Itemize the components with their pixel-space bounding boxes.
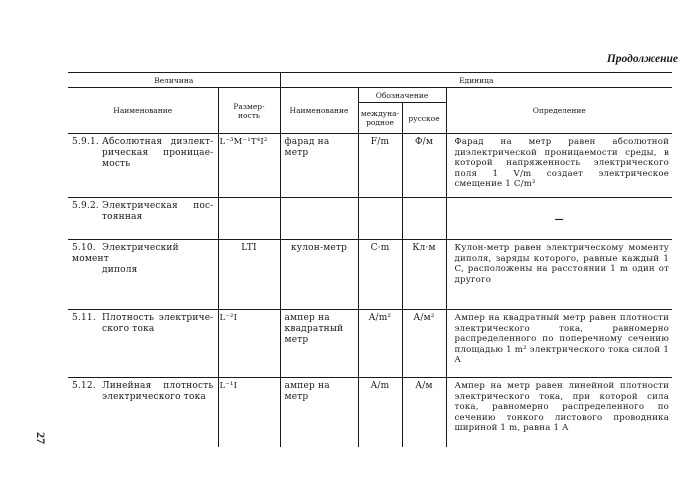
quantity-name-first: Электрический момент <box>72 243 179 264</box>
dimension-cell <box>218 198 280 240</box>
russian-symbol-cell <box>402 198 446 240</box>
table-row <box>68 134 672 198</box>
quantity-name-cell <box>68 310 218 378</box>
definition-cell: Ампер на квадратный метр равен плотности электрического тока, равномерно распределенного по поперечному сечению площадью 1 m² электрического тока силой 1 A <box>446 310 672 378</box>
header-international-line1: междуна- <box>360 109 400 118</box>
definition-cell: Ампер на метр равен линейной плотности электрического тока, при которой сила тока, равномерно распределенного по сечению тонкого листового проводника шириной 1 m, равна 1 A <box>454 381 670 433</box>
dimension-cell: L⁻³M⁻¹T⁴I² <box>218 134 280 198</box>
intl-symbol-cell: F/m <box>358 134 402 198</box>
page-number: 27 <box>34 432 48 444</box>
quantity-name-cell <box>68 240 218 310</box>
header-unit-group: Единица <box>280 73 672 88</box>
quantity-name-cell <box>68 378 218 448</box>
definition-cell: — <box>446 198 672 240</box>
definition-cell: Кулон-метр равен электрическому моменту диполя, заряды которого, равные каждый 1 C, расположены на расстоянии 1 m один от другого <box>446 240 672 310</box>
quantity-name-first: Плотность электриче- <box>102 313 214 323</box>
intl-symbol-cell: C·m <box>358 240 402 310</box>
unit-name-cell: ампер на метр <box>280 378 358 448</box>
quantity-name-rest: электрического тока <box>102 392 206 402</box>
quantity-name-cell <box>68 198 218 240</box>
quantity-name-cell <box>68 134 218 198</box>
quantity-name-rest: тоянная <box>102 212 143 222</box>
table-row <box>68 378 672 448</box>
unit-name-cell: ампер на квадратный метр <box>280 310 358 378</box>
table-row <box>68 310 672 378</box>
header-unit-name: Наименование <box>280 88 358 134</box>
table-row <box>68 240 672 310</box>
header-quantity-name: Наименование <box>68 88 218 134</box>
item-number: 5.10. <box>72 243 96 253</box>
quantity-name-rest: диполя <box>102 265 138 275</box>
russian-symbol-cell: Кл·м <box>402 240 446 310</box>
header-dimension-line2: ность <box>238 110 260 120</box>
unit-name-cell: кулон-метр <box>280 240 358 310</box>
quantity-name-rest: ского тока <box>102 324 155 334</box>
unit-name-cell: фарад на метр <box>280 134 358 198</box>
item-number: 5.9.1. <box>72 137 99 147</box>
header-designation: Обозначение <box>358 88 446 103</box>
header-russian: русское <box>402 103 446 134</box>
quantity-name-first: Абсолютная диэлект- <box>102 137 214 147</box>
header-international-line2: родное <box>366 118 394 127</box>
dimension-cell: L⁻¹I <box>218 378 280 448</box>
intl-symbol-cell: A/m² <box>358 310 402 378</box>
quantity-name-rest: рическая проницае- мость <box>102 148 214 169</box>
item-number: 5.12. <box>72 381 96 391</box>
table-row <box>68 198 672 240</box>
quantity-name-first: Электрическая пос- <box>102 201 214 211</box>
dimension-cell: L⁻²I <box>218 310 280 378</box>
dimension-cell: LTI <box>218 240 280 310</box>
header-dimension <box>218 88 280 134</box>
unit-name-cell <box>280 198 358 240</box>
header-dimension-line1: Размер- <box>233 101 265 111</box>
continuation-label: Продолжение <box>606 53 678 65</box>
item-number: 5.9.2. <box>72 201 99 211</box>
header-international <box>358 103 402 134</box>
russian-symbol-cell: А/м <box>402 378 446 448</box>
intl-symbol-cell: A/m <box>358 378 402 448</box>
russian-symbol-cell: А/м² <box>402 310 446 378</box>
header-row-groups <box>68 73 672 88</box>
quantity-name-first: Линейная плотность <box>102 381 214 391</box>
intl-symbol-cell <box>358 198 402 240</box>
definition-cell: Фарад на метр равен абсолютной диэлектрической проницаемости среды, в которой напряженность электрического поля 1 V/m создает электрическое смещение 1 C/m² <box>446 134 672 198</box>
header-row-designation <box>68 88 672 103</box>
units-table <box>68 72 672 447</box>
header-quantity-group: Величина <box>68 73 280 88</box>
item-number: 5.11. <box>72 313 96 323</box>
header-definition: Определение <box>446 88 672 134</box>
russian-symbol-cell: Ф/м <box>402 134 446 198</box>
